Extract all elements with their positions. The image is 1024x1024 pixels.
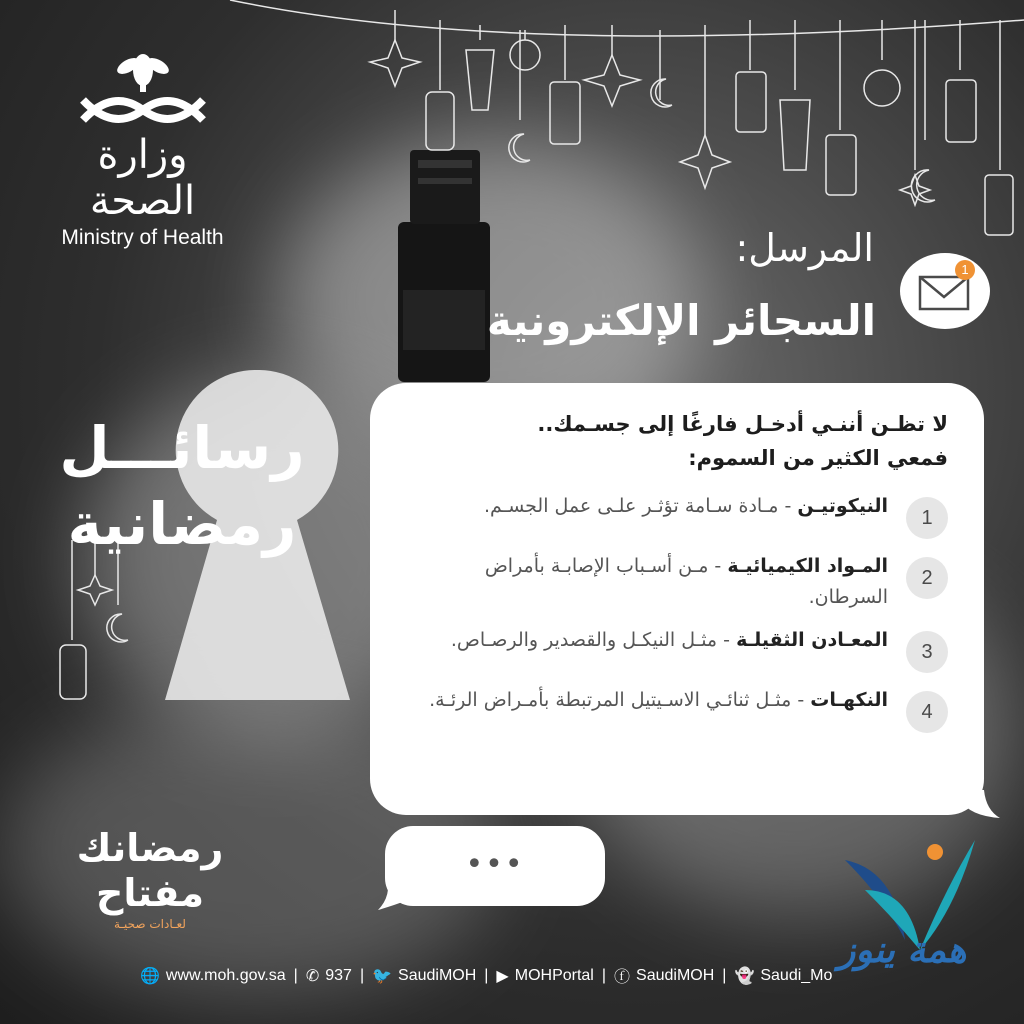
snapchat-handle[interactable]: Saudi_Mo [760, 966, 833, 984]
item-description: - مثـل النيكـل والقصدير والرصـاص. [450, 629, 737, 651]
campaign-line2: مفتاح [95, 871, 205, 915]
item-number: 4 [906, 691, 948, 733]
list-item [400, 685, 948, 733]
bubble-tail [960, 790, 1000, 820]
item-text [429, 685, 888, 716]
snapchat-icon: 👻 [734, 967, 755, 985]
list-item [400, 625, 948, 673]
sender-label: المرسل: [735, 226, 874, 270]
facebook-handle[interactable]: SaudiMOH [636, 966, 715, 984]
item-text [400, 551, 888, 613]
item-number: 2 [906, 557, 948, 599]
facebook-icon: ⓕ [614, 969, 631, 986]
item-text [451, 625, 888, 656]
typing-bubble [385, 826, 605, 906]
partner-logo [825, 830, 995, 1010]
moh-logo-arabic: وزارة الصحة [89, 132, 196, 224]
sender-topic: السجائر الإلكترونية [486, 296, 876, 345]
item-description: - مثـل ثنائـي الاسـيتيل المرتبطة بأمـراض الرئـة. [429, 689, 811, 711]
item-title: النكهـات [810, 689, 888, 711]
typing-dots: ••• [465, 847, 525, 882]
twitter-handle[interactable]: SaudiMOH [398, 966, 477, 984]
item-title: النيكوتيـن [797, 495, 888, 517]
notification-badge: 1 [955, 260, 975, 280]
footer-contacts [140, 964, 832, 987]
message-intro [400, 407, 948, 475]
item-text [484, 491, 888, 522]
separator: | [484, 966, 489, 984]
item-title: المـواد الكيميائيـة [727, 555, 888, 577]
campaign-line1: رمضانك [76, 826, 224, 870]
twitter-icon: 🐦 [372, 967, 393, 985]
list-item [400, 551, 948, 613]
campaign-logo [50, 826, 250, 932]
typing-bubble-tail [378, 880, 408, 910]
side-title-line2: رمضانية [67, 490, 297, 558]
side-title-line1: رسائـــل [59, 414, 305, 482]
moh-logo [40, 48, 245, 250]
youtube-icon: ▶ [496, 967, 509, 985]
palm-swords-emblem [73, 48, 213, 128]
intro-line-2: فمعي الكثير من السموم: [688, 446, 948, 470]
item-number: 3 [906, 631, 948, 673]
phone-icon: ✆ [305, 967, 320, 985]
item-description: - مـادة سـامة تؤثـر علـى عمل الجسـم. [483, 495, 798, 517]
item-description: - مـن أسـباب الإصابـة بأمراض السرطان. [484, 555, 888, 608]
list-item [400, 491, 948, 539]
partner-name: همة ينوز [838, 930, 967, 971]
side-title [52, 410, 312, 562]
website-link[interactable]: www.moh.gov.sa [165, 966, 286, 984]
moh-logo-english: Ministry of Health [61, 226, 224, 249]
message-bubble [370, 383, 984, 815]
separator: | [359, 966, 365, 984]
separator: | [722, 966, 727, 984]
item-title: المعـادن الثقيلـة [736, 629, 888, 651]
separator: | [293, 966, 298, 984]
envelope-icon [900, 253, 990, 329]
separator: | [601, 966, 607, 984]
globe-icon: 🌐 [140, 967, 160, 985]
campaign-line3: لعـادات صحيـة [114, 917, 186, 931]
mail-notification [900, 253, 990, 329]
item-number: 1 [906, 497, 948, 539]
intro-line-1: لا تظـن أننـي أدخـل فارغًا إلى جسـمك.. [537, 412, 948, 436]
phone-number[interactable]: 937 [325, 966, 352, 984]
youtube-handle[interactable]: MOHPortal [514, 966, 594, 984]
